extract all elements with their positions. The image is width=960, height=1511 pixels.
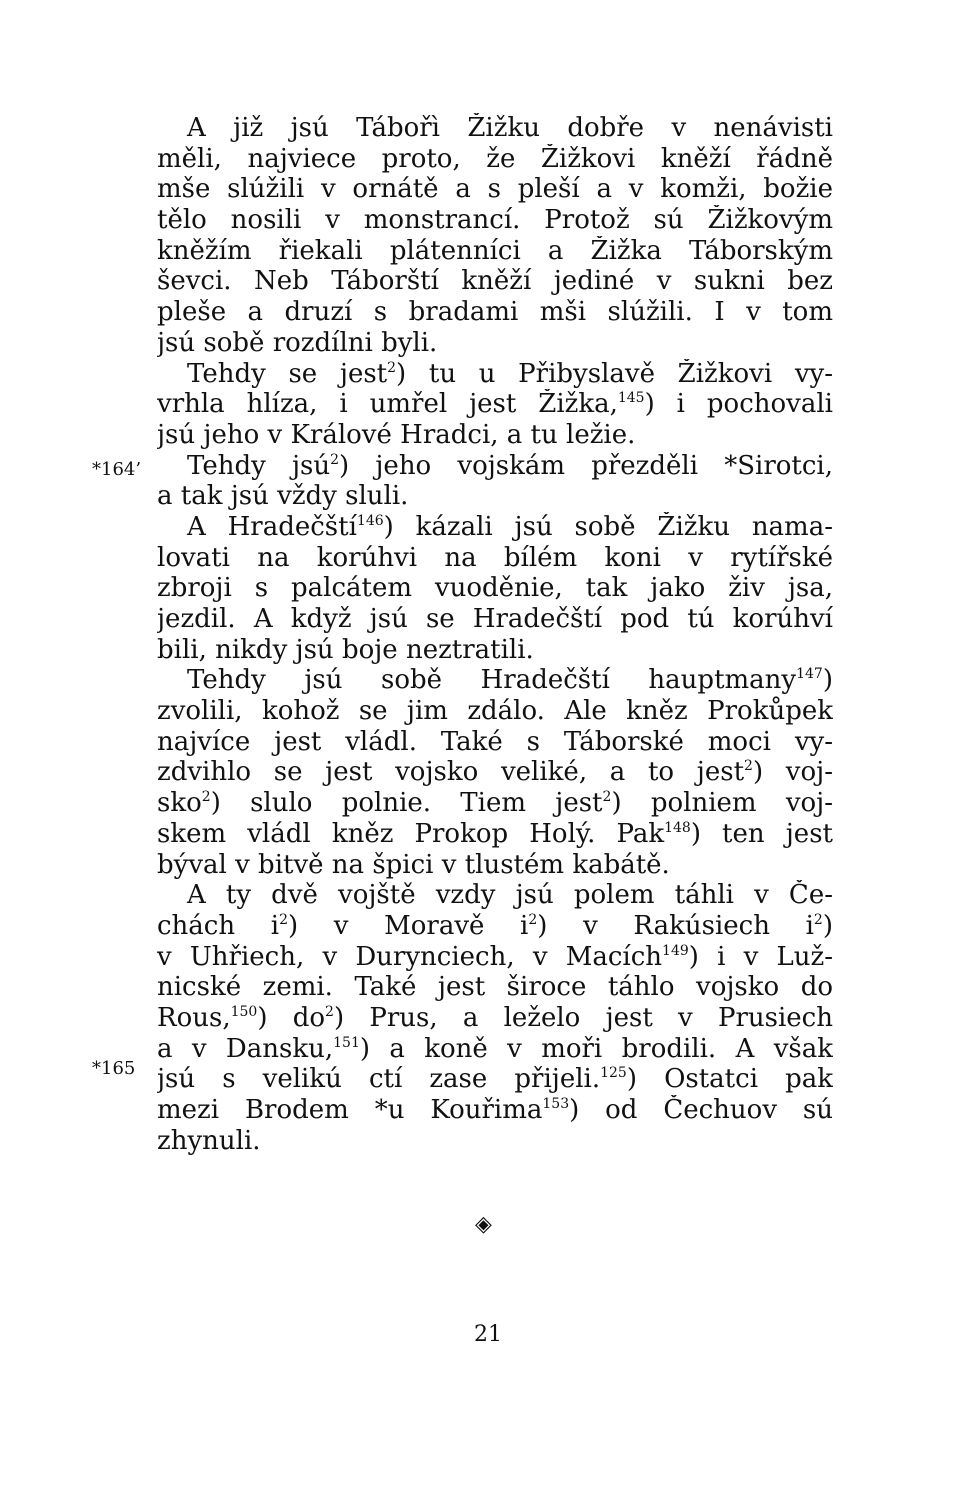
text-run: jsú jeho v Králové Hradci, a tu ležie. [157, 419, 636, 450]
text-line [157, 328, 833, 359]
text-run: A Hradečští [187, 511, 357, 542]
footnote-ref: 147 [796, 666, 823, 683]
text-line [157, 236, 833, 267]
text-run: ) i pochovali [644, 389, 833, 420]
footnote-ref: 145 [617, 390, 645, 407]
footnote-ref: 2 [602, 789, 612, 806]
footnote-ref: 146 [356, 512, 384, 529]
text-run: mše slúžili v ornátě a s pleší a v komži, božie [157, 174, 833, 205]
footnote-ref: 2 [744, 758, 753, 775]
text-line [157, 788, 833, 819]
text-run: jezdil. A když jsú se Hradečští pod tú korúhví [157, 604, 833, 634]
text-run: ševci. Neb Táborští kněží jediné v sukni bez [157, 266, 833, 297]
footnote-ref: 125 [600, 1065, 627, 1082]
text-line [157, 144, 833, 175]
text-line [157, 266, 833, 297]
text-line [157, 1034, 833, 1065]
text-run: chách i [157, 910, 280, 941]
text-line [157, 389, 833, 420]
text-line [157, 696, 833, 727]
footnote-ref: 148 [664, 819, 691, 836]
text-run: lovati na korúhvi na bílém koni v rytířské [157, 542, 833, 573]
text-run: ) Ostatci pak [626, 1064, 833, 1095]
text-line [157, 757, 833, 788]
text-run: měli, najviece proto, že Žižkovi kněží řádně [157, 143, 833, 174]
text-run: ) [822, 910, 833, 941]
text-run: v Uhřiech, v Durynciech, v Macích [157, 941, 663, 972]
text-line [157, 1126, 833, 1157]
text-run: ) Prus, a leželo jest v Prusiech [333, 1002, 833, 1033]
text-run: tělo nosili v monstrancí. Protož sú Žižkovým [157, 205, 833, 236]
footnote-ref: 2 [325, 1003, 334, 1020]
footnote-ref: 151 [333, 1034, 360, 1051]
text-line [157, 543, 833, 574]
margin-note: *164’ [92, 459, 142, 480]
footnote-ref: 2 [201, 789, 211, 806]
text-line [157, 727, 833, 758]
text-line [157, 512, 833, 543]
footnote-ref: 2 [528, 911, 538, 928]
text-run: pleše a druzí s bradami mši slúžili. I v tom [157, 297, 833, 328]
text-run: ) polniem voj- [611, 788, 833, 819]
text-run: ) jeho vojskám přezděli *Sirotci, [339, 450, 833, 481]
text-run: zdvihlo se jest vojsko veliké, a to jest [157, 757, 745, 788]
text-run: sko [157, 788, 202, 819]
text-line [157, 113, 833, 144]
footnote-ref: 2 [813, 911, 823, 928]
text-run: býval v bitvě na špici v tlustém kabátě. [157, 849, 670, 880]
text-run: ) voj- [752, 757, 833, 788]
text-line [157, 819, 833, 850]
footnote-ref: 2 [279, 911, 288, 928]
text-run: ) i v Luž- [688, 941, 833, 972]
text-line [157, 297, 833, 328]
ornament-icon: ◈ [475, 1212, 492, 1237]
text-run: a tak jsú vždy sluli. [157, 481, 409, 512]
text-line [157, 942, 833, 973]
text-run: Tehdy jsú sobě Hradečští hauptmany [187, 665, 797, 696]
text-run: Tehdy jsú [187, 450, 331, 481]
footnote-ref: 149 [662, 942, 689, 959]
text-line [157, 1095, 833, 1126]
text-run: kněžím řiekali plátenníci a Žižka Táborským [157, 235, 833, 266]
text-line [157, 1003, 833, 1034]
text-run: ) kázali jsú sobě Žižku nama- [383, 511, 833, 542]
text-run: vrhla hlíza, i umřel jest Žižka, [157, 389, 618, 420]
text-run: nicské zemi. Také jest široce táhlo vojsko do [157, 972, 833, 1003]
text-run: najvíce jest vládl. Také s Táborské moci vy- [157, 726, 833, 757]
text-run: ) do [257, 1002, 326, 1033]
text-line [157, 573, 833, 604]
text-run: zhynuli. [157, 1125, 261, 1156]
text-line [157, 451, 833, 482]
text-run: jsú sobě rozdílni byli. [157, 327, 438, 358]
text-run: bili, nikdy jsú boje neztratili. [157, 634, 534, 665]
text-run: skem vládl kněz Prokop Holý. Pak [157, 818, 665, 849]
text-line [157, 972, 833, 1003]
text-run: ) v Rakúsiech i [537, 910, 814, 941]
text-run: zbroji s palcátem vuoděnie, tak jako živ jsa, [157, 573, 833, 604]
text-run: ) a koně v moři brodili. A však [359, 1033, 833, 1064]
text-line [157, 420, 833, 451]
footnote-ref: 2 [387, 359, 397, 376]
text-line [157, 174, 833, 205]
text-run: mezi Brodem *u Kouřima [157, 1095, 543, 1125]
text-run: a v Dansku, [157, 1033, 334, 1064]
body-text [157, 113, 833, 1156]
text-line [157, 481, 833, 512]
text-run: ) tu u Přibyslavě Žižkovi vy- [396, 358, 833, 389]
text-line [157, 911, 833, 942]
text-line [157, 880, 833, 911]
text-run: ) ten jest [690, 818, 833, 849]
text-run: jsú s velikú ctí zase přijeli. [157, 1064, 601, 1095]
footnote-ref: 150 [230, 1003, 258, 1020]
margin-note: *165 [92, 1058, 136, 1079]
text-line [157, 359, 833, 390]
text-run: ) v Moravě i [288, 910, 529, 941]
text-line [157, 635, 833, 666]
text-line [157, 604, 833, 635]
text-run: A ty dvě vojště vzdy jsú polem táhli v Če- [187, 880, 833, 911]
text-run: Tehdy se jest [187, 358, 388, 389]
text-run: ) [822, 665, 833, 696]
text-line [157, 850, 833, 881]
text-run: ) od Čechuov sú [569, 1095, 833, 1125]
footnote-ref: 153 [542, 1096, 570, 1112]
text-run: zvolili, kohož se jim zdálo. Ale kněz Prokůpek [157, 696, 833, 727]
text-run: Rous, [157, 1002, 231, 1033]
text-line [157, 205, 833, 236]
text-run: A již jsú Tábořì Žižku dobře v nenávisti [187, 113, 833, 143]
text-run: ) slulo polnie. Tiem jest [210, 788, 603, 819]
page-number: 21 [474, 1322, 502, 1347]
text-line [157, 665, 833, 696]
text-line [157, 1064, 833, 1095]
footnote-ref: 2 [330, 451, 340, 468]
